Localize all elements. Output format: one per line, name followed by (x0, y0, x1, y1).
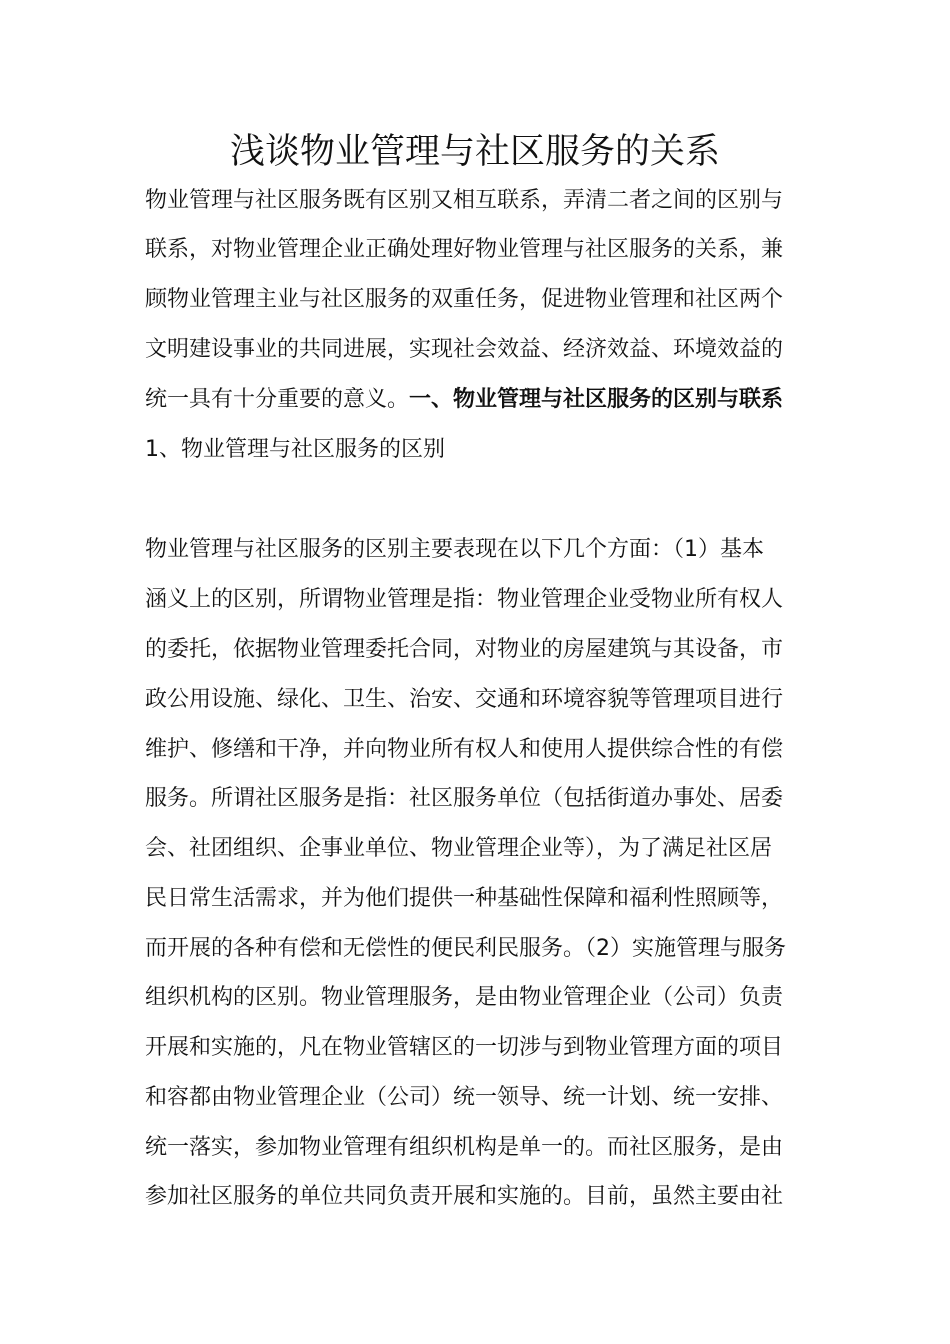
paragraph-2-line-5: 维护、修缮和干净，并向物业所有权人和使用人提供综合性的有偿 (145, 737, 784, 762)
paragraph-2-line-9: 而开展的各种有偿和无偿性的便民利民服务。（2）实施管理与服务 (145, 936, 786, 961)
paragraph-1-line-3: 顾物业管理主业与社区服务的双重任务，促进物业管理和社区两个 (145, 287, 784, 312)
paragraph-1-line-1: 物业管理与社区服务既有区别又相互联系，弄清二者之间的区别与 (145, 188, 784, 213)
paragraph-2-line-2: 涵义上的区别，所谓物业管理是指：物业管理企业受物业所有权人 (145, 587, 784, 612)
paragraph-2-line-12: 和容都由物业管理企业（公司）统一领导、统一计划、统一安排、 (145, 1085, 784, 1110)
paragraph-1-line-4: 文明建设事业的共同进展，实现社会效益、经济效益、环境效益的 (145, 337, 784, 362)
paragraph-2-line-10: 组织机构的区别。物业管理服务，是由物业管理企业（公司）负责 (145, 985, 784, 1010)
paragraph-2-line-1: 物业管理与社区服务的区别主要表现在以下几个方面：（1）基本 (145, 537, 764, 562)
subheading: 1、物业管理与社区服务的区别 (145, 437, 445, 462)
paragraph-2-line-7: 会、社团组织、企事业单位、物业管理企业等），为了满足社区居 (145, 836, 773, 861)
paragraph-2-line-13: 统一落实，参加物业管理有组织机构是单一的。而社区服务，是由 (145, 1135, 784, 1160)
paragraph-2-line-6: 服务。所谓社区服务是指：社区服务单位（包括街道办事处、居委 (145, 786, 784, 811)
paragraph-1-line-5 (145, 385, 783, 415)
paragraph-2-line-8: 民日常生活需求，并为他们提供一种基础性保障和福利性照顾等， (145, 886, 784, 911)
paragraph-2-line-11: 开展和实施的，凡在物业管辖区的一切涉与到物业管理方面的项目 (145, 1035, 784, 1060)
paragraph-2-line-3: 的委托，依据物业管理委托合同，对物业的房屋建筑与其设备，市 (145, 637, 784, 662)
paragraph-1-line-2: 联系，对物业管理企业正确处理好物业管理与社区服务的关系，兼 (145, 237, 784, 262)
paragraph-2-line-14: 参加社区服务的单位共同负责开展和实施的。目前，虽然主要由社 (145, 1184, 784, 1209)
section-heading: 一、物业管理与社区服务的区别与联系 (409, 387, 784, 412)
document-title: 浅谈物业管理与社区服务的关系 (229, 132, 720, 172)
paragraph-1-closing-text: 统一具有十分重要的意义。 (145, 387, 410, 412)
paragraph-2-line-4: 政公用设施、绿化、卫生、治安、交通和环境容貌等管理项目进行 (145, 687, 784, 712)
